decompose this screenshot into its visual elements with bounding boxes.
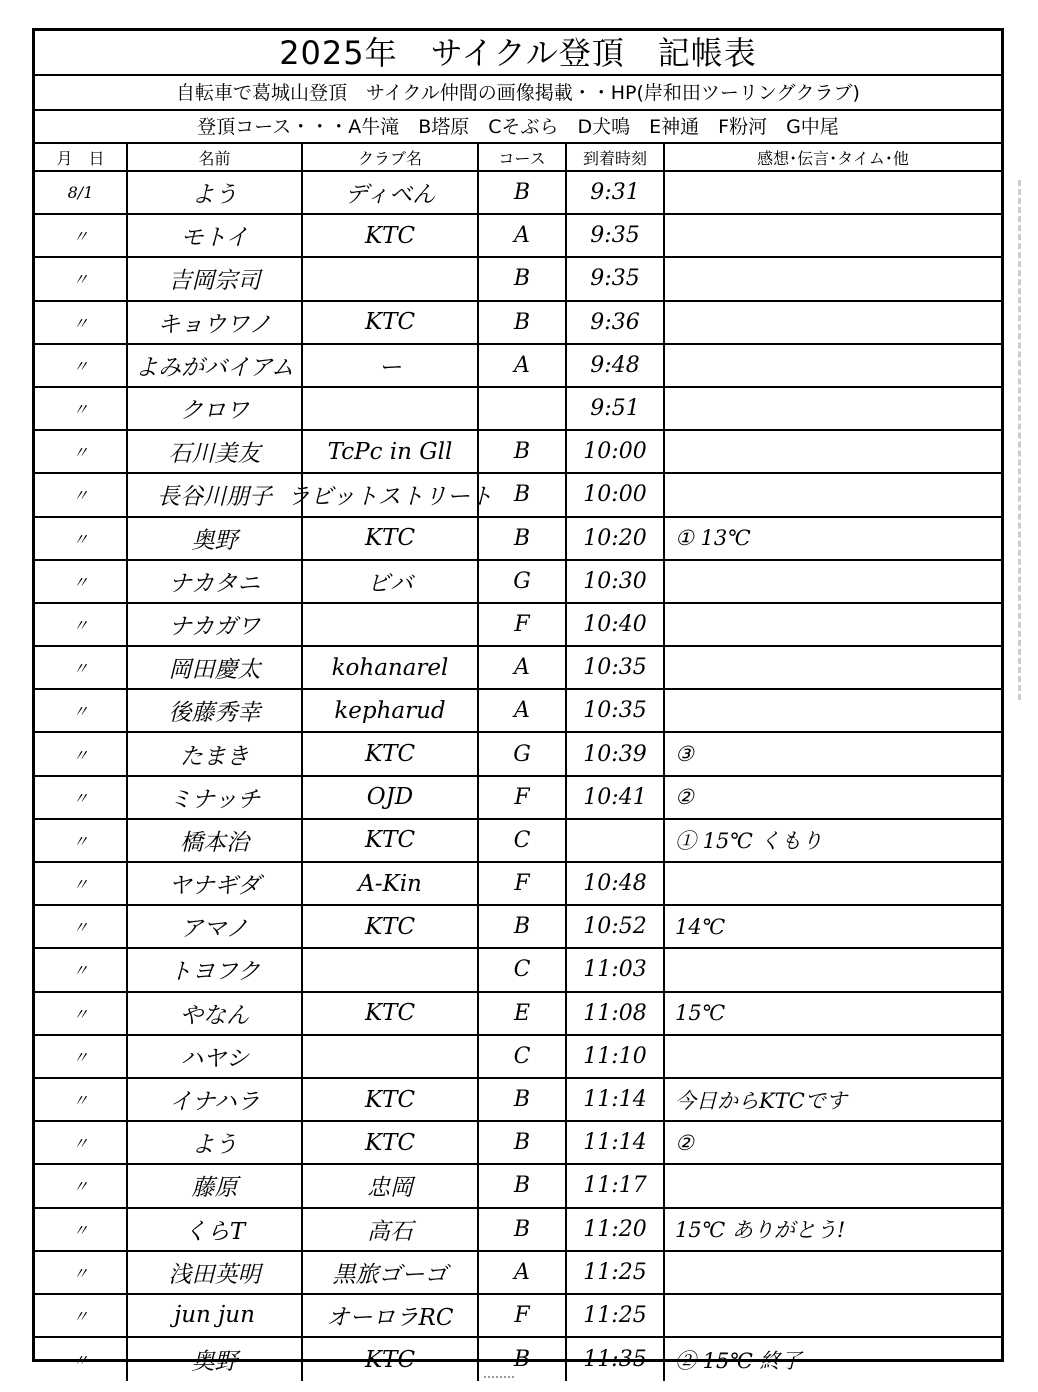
club-cell: KTC <box>303 1338 479 1381</box>
course-cell: C <box>479 820 567 861</box>
name-cell: よう <box>128 1122 303 1163</box>
note-cell: 15℃ ありがとう! <box>675 1218 846 1243</box>
club-cell <box>303 604 479 645</box>
note-cell <box>665 604 1001 645</box>
club-cell: ビバ <box>303 561 479 602</box>
name-cell: 石川美友 <box>128 431 303 472</box>
note-cell <box>665 1036 1001 1077</box>
table-row <box>35 1209 1001 1252</box>
note-cell: ① 15℃ くもり <box>675 829 823 854</box>
log-sheet <box>32 28 1004 1376</box>
time-cell <box>567 820 665 861</box>
date-cell: 〃 <box>35 949 128 990</box>
name-cell: ハヤシ <box>128 1036 303 1077</box>
time-cell: 9:31 <box>567 172 665 213</box>
course-cell: B <box>479 906 567 947</box>
course-cell: B <box>479 431 567 472</box>
date-cell: 〃 <box>35 1036 128 1077</box>
name-cell: 長谷川朋子 <box>128 474 303 515</box>
table-row <box>35 561 1001 604</box>
name-cell: ナカタニ <box>128 561 303 602</box>
course-cell <box>479 388 567 429</box>
course-cell: B <box>479 474 567 515</box>
date-cell: 〃 <box>35 1165 128 1206</box>
name-cell: クロワ <box>128 388 303 429</box>
date-cell: 〃 <box>35 345 128 386</box>
time-cell: 10:00 <box>567 474 665 515</box>
club-cell: KTC <box>303 993 479 1034</box>
club-cell: kepharud <box>303 690 479 731</box>
name-cell: 奥野 <box>128 518 303 559</box>
note-cell <box>665 215 1001 256</box>
course-cell: B <box>479 1165 567 1206</box>
name-cell: 岡田慶太 <box>128 647 303 688</box>
note-cell <box>665 172 1001 213</box>
time-cell: 10:41 <box>567 777 665 818</box>
club-cell: ー <box>303 345 479 386</box>
date-cell: 〃 <box>35 258 128 299</box>
table-row <box>35 993 1001 1036</box>
course-cell: B <box>479 1079 567 1120</box>
time-cell: 10:52 <box>567 906 665 947</box>
name-cell: 橋本治 <box>128 820 303 861</box>
club-cell <box>303 1036 479 1077</box>
header-note: 感想･伝言･タイム･他 <box>757 148 909 168</box>
note-cell <box>665 561 1001 602</box>
note-cell <box>665 258 1001 299</box>
course-cell: F <box>479 777 567 818</box>
note-cell <box>665 1252 1001 1293</box>
time-cell: 11:08 <box>567 993 665 1034</box>
time-cell: 11:14 <box>567 1079 665 1120</box>
note-cell: ② 15℃ 終了 <box>675 1348 802 1373</box>
table-row <box>35 906 1001 949</box>
date-cell: 〃 <box>35 733 128 774</box>
name-cell: やなん <box>128 993 303 1034</box>
table-row <box>35 820 1001 863</box>
course-cell: F <box>479 1295 567 1336</box>
club-cell: KTC <box>303 906 479 947</box>
club-cell: kohanarel <box>303 647 479 688</box>
date-cell: 〃 <box>35 388 128 429</box>
time-cell: 11:03 <box>567 949 665 990</box>
table-row <box>35 431 1001 474</box>
time-cell: 10:00 <box>567 431 665 472</box>
date-cell: 〃 <box>35 215 128 256</box>
name-cell: ナカガワ <box>128 604 303 645</box>
scan-artifact <box>484 1376 514 1384</box>
date-cell: 〃 <box>35 647 128 688</box>
note-cell: ① 13℃ <box>675 526 751 551</box>
header-club: クラブ名 <box>303 144 479 170</box>
time-cell: 11:10 <box>567 1036 665 1077</box>
name-cell: たまき <box>128 733 303 774</box>
table-row <box>35 1079 1001 1122</box>
sheet-subtitle: 自転車で葛城山登頂 サイクル仲間の画像掲載・・HP(岸和田ツーリングクラブ) <box>35 76 1001 111</box>
date-cell: 〃 <box>35 431 128 472</box>
note-cell: 14℃ <box>675 914 726 939</box>
table-row <box>35 604 1001 647</box>
time-cell: 10:48 <box>567 863 665 904</box>
club-cell: KTC <box>303 733 479 774</box>
time-cell: 10:39 <box>567 733 665 774</box>
date-cell: 〃 <box>35 993 128 1034</box>
name-cell: キョウワノ <box>128 302 303 343</box>
course-cell: B <box>479 1122 567 1163</box>
time-cell: 9:35 <box>567 215 665 256</box>
club-cell: オーロラRC <box>303 1295 479 1336</box>
date-cell: 〃 <box>35 820 128 861</box>
note-cell <box>665 1295 1001 1336</box>
table-row <box>35 474 1001 517</box>
time-cell: 11:25 <box>567 1252 665 1293</box>
note-cell: 今日からKTCです <box>675 1088 847 1113</box>
date-cell: 〃 <box>35 1338 128 1381</box>
note-cell <box>665 690 1001 731</box>
table-row <box>35 302 1001 345</box>
time-cell: 11:20 <box>567 1209 665 1250</box>
note-cell: 15℃ <box>675 1001 726 1026</box>
note-cell: ② <box>675 1130 694 1155</box>
note-cell <box>665 474 1001 515</box>
header-name: 名前 <box>128 144 303 170</box>
table-row <box>35 1036 1001 1079</box>
name-cell: アマノ <box>128 906 303 947</box>
club-cell: 高石 <box>303 1209 479 1250</box>
table-row <box>35 172 1001 215</box>
header-time: 到着時刻 <box>567 144 665 170</box>
club-cell: 黒旅ゴーゴ <box>303 1252 479 1293</box>
time-cell: 11:25 <box>567 1295 665 1336</box>
course-cell: B <box>479 172 567 213</box>
note-cell <box>665 388 1001 429</box>
club-cell: KTC <box>303 302 479 343</box>
table-row <box>35 647 1001 690</box>
date-cell: 〃 <box>35 302 128 343</box>
table-row <box>35 690 1001 733</box>
time-cell: 9:36 <box>567 302 665 343</box>
club-cell: KTC <box>303 1122 479 1163</box>
date-cell: 〃 <box>35 474 128 515</box>
table-row <box>35 949 1001 992</box>
course-cell: A <box>479 345 567 386</box>
note-cell <box>665 863 1001 904</box>
table-row <box>35 518 1001 561</box>
table-row <box>35 1295 1001 1338</box>
header-course: コース <box>479 144 567 170</box>
name-cell: 浅田英明 <box>128 1252 303 1293</box>
table-row <box>35 777 1001 820</box>
date-cell: 8/1 <box>35 172 128 213</box>
name-cell: 吉岡宗司 <box>128 258 303 299</box>
table-row <box>35 863 1001 906</box>
date-cell: 〃 <box>35 1079 128 1120</box>
table-row <box>35 345 1001 388</box>
course-cell: B <box>479 518 567 559</box>
note-cell <box>665 647 1001 688</box>
club-cell: ラビットストリート <box>303 474 479 515</box>
note-cell <box>665 431 1001 472</box>
table-row <box>35 1122 1001 1165</box>
date-cell: 〃 <box>35 561 128 602</box>
table-row <box>35 1165 1001 1208</box>
note-cell <box>665 949 1001 990</box>
course-cell: A <box>479 215 567 256</box>
note-cell <box>665 302 1001 343</box>
name-cell: ヤナギダ <box>128 863 303 904</box>
time-cell: 9:48 <box>567 345 665 386</box>
name-cell: イナハラ <box>128 1079 303 1120</box>
course-cell: B <box>479 258 567 299</box>
table-row <box>35 258 1001 301</box>
table-body <box>35 172 1001 1381</box>
date-cell: 〃 <box>35 690 128 731</box>
name-cell: 奥野 <box>128 1338 303 1381</box>
name-cell: くらT <box>128 1209 303 1250</box>
course-cell: F <box>479 863 567 904</box>
course-cell: A <box>479 647 567 688</box>
time-cell: 10:35 <box>567 690 665 731</box>
club-cell: KTC <box>303 820 479 861</box>
club-cell: KTC <box>303 518 479 559</box>
name-cell: よう <box>128 172 303 213</box>
course-cell: A <box>479 690 567 731</box>
note-cell: ② <box>675 785 694 810</box>
table-row <box>35 388 1001 431</box>
date-cell: 〃 <box>35 1295 128 1336</box>
log-table <box>35 144 1001 1381</box>
date-cell: 〃 <box>35 1252 128 1293</box>
table-row <box>35 733 1001 776</box>
course-cell: F <box>479 604 567 645</box>
club-cell: OJD <box>303 777 479 818</box>
table-row <box>35 1338 1001 1381</box>
date-cell: 〃 <box>35 777 128 818</box>
date-cell: 〃 <box>35 906 128 947</box>
course-cell: C <box>479 1036 567 1077</box>
time-cell: 11:35 <box>567 1338 665 1381</box>
scan-margin-noise <box>1018 180 1035 700</box>
course-cell: E <box>479 993 567 1034</box>
name-cell: トヨフク <box>128 949 303 990</box>
club-cell: A-Kin <box>303 863 479 904</box>
club-cell <box>303 949 479 990</box>
club-cell: 忠岡 <box>303 1165 479 1206</box>
course-cell: G <box>479 561 567 602</box>
time-cell: 11:14 <box>567 1122 665 1163</box>
note-cell: ③ <box>675 742 694 767</box>
club-cell: KTC <box>303 1079 479 1120</box>
course-cell: B <box>479 1338 567 1381</box>
date-cell: 〃 <box>35 1122 128 1163</box>
club-cell: TcPc in Gll <box>303 431 479 472</box>
date-cell: 〃 <box>35 863 128 904</box>
table-header-row <box>35 144 1001 172</box>
time-cell: 9:51 <box>567 388 665 429</box>
time-cell: 11:17 <box>567 1165 665 1206</box>
time-cell: 10:40 <box>567 604 665 645</box>
name-cell: 後藤秀幸 <box>128 690 303 731</box>
course-legend: 登頂コース・・・A牛滝 B塔原 Cそぶら D犬鳴 E神通 F粉河 G中尾 <box>35 111 1001 144</box>
course-cell: G <box>479 733 567 774</box>
name-cell: よみがバイアム <box>128 345 303 386</box>
course-cell: B <box>479 1209 567 1250</box>
table-row <box>35 215 1001 258</box>
club-cell: ディベん <box>303 172 479 213</box>
course-cell: C <box>479 949 567 990</box>
note-cell <box>665 345 1001 386</box>
time-cell: 10:35 <box>567 647 665 688</box>
time-cell: 10:30 <box>567 561 665 602</box>
date-cell: 〃 <box>35 518 128 559</box>
name-cell: ミナッチ <box>128 777 303 818</box>
course-cell: B <box>479 302 567 343</box>
club-cell: KTC <box>303 215 479 256</box>
name-cell: jun jun <box>128 1295 303 1336</box>
name-cell: モトイ <box>128 215 303 256</box>
date-cell: 〃 <box>35 604 128 645</box>
club-cell <box>303 258 479 299</box>
club-cell <box>303 388 479 429</box>
sheet-title: 2025年 サイクル登頂 記帳表 <box>35 31 1001 76</box>
course-cell: A <box>479 1252 567 1293</box>
time-cell: 10:20 <box>567 518 665 559</box>
table-row <box>35 1252 1001 1295</box>
time-cell: 9:35 <box>567 258 665 299</box>
note-cell <box>665 1165 1001 1206</box>
header-date: 月 日 <box>35 144 128 170</box>
date-cell: 〃 <box>35 1209 128 1250</box>
name-cell: 藤原 <box>128 1165 303 1206</box>
